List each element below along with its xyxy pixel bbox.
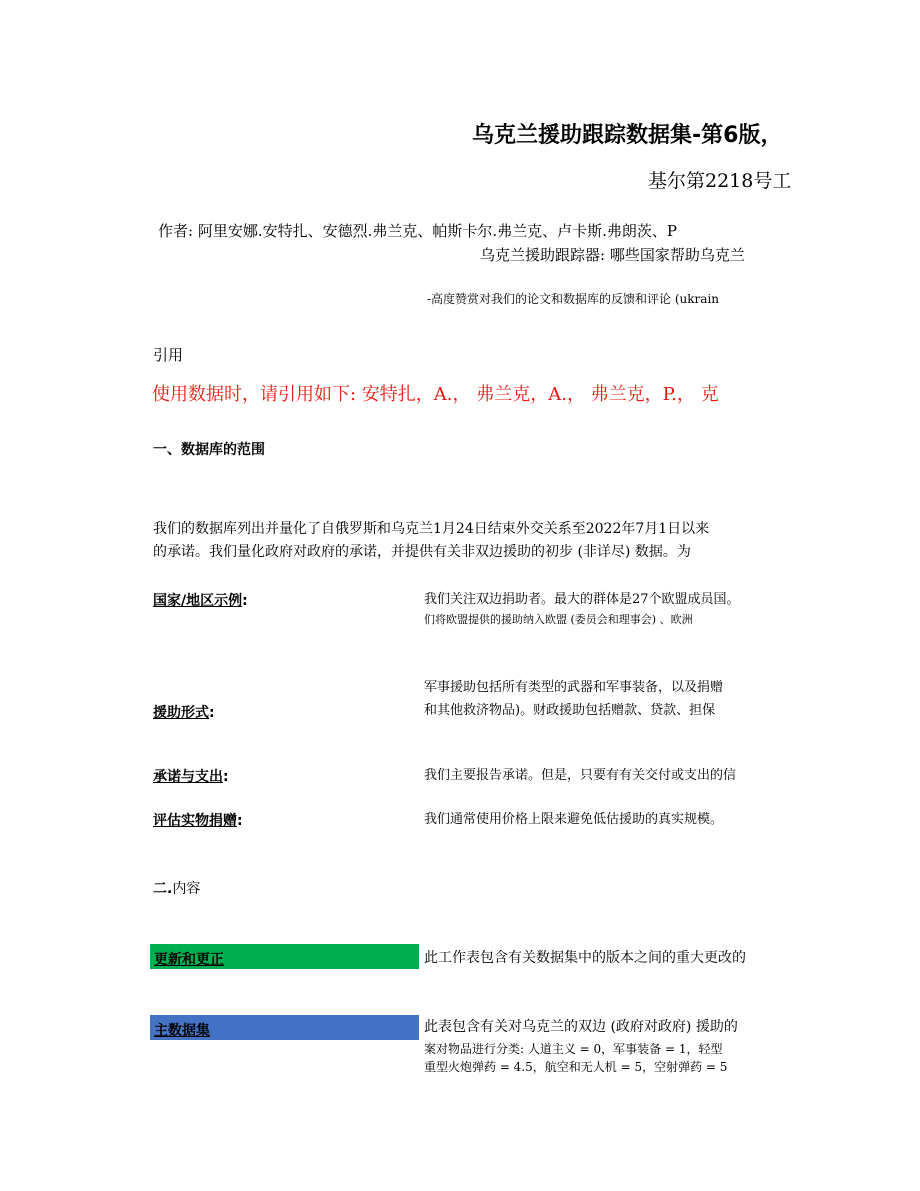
section-contents-heading: 二.内容 bbox=[153, 881, 201, 897]
sheet-link-main-dataset[interactable]: 主数据集 bbox=[150, 1015, 419, 1040]
label-countries: 国家/地区示例: bbox=[153, 593, 248, 609]
desc-countries: 我们关注双边捐助者。最大的群体是27个欧盟成员国。 们将欧盟提供的援助纳入欧盟 (委员会和理事会) 、欧洲 bbox=[424, 592, 740, 626]
section-scope-heading: 一、数据库的范围 bbox=[153, 442, 265, 458]
desc-updates: 此工作表包含有关数据集中的版本之间的重大更改的 bbox=[424, 950, 746, 966]
desc-commitments: 我们主要报告承诺。但是，只要有有关交付或支出的信 bbox=[424, 768, 737, 783]
document-title: 乌克兰援助跟踪数据集-第6版， bbox=[472, 123, 783, 148]
tracker-line: 乌克兰援助跟踪器: 哪些国家帮助乌克兰 bbox=[480, 246, 745, 264]
desc-in-kind: 我们通常使用价格上限来避免低估援助的真实规模。 bbox=[424, 812, 724, 827]
desc-aid-forms: 军事援助包括所有类型的武器和军事装备，以及捐赠 和其他救济物品)。财政援助包括赠款、贷款、担保 bbox=[424, 680, 724, 718]
sheet-link-updates[interactable]: 更新和更正 bbox=[150, 944, 419, 969]
desc-main-dataset: 此表包含有关对乌克兰的双边 (政府对政府) 援助的 案对物品进行分类: 人道主义 = 0，军事装备 = 1，轻型 重型火炮弹药 = 4.5，航空和无人机 = 5，空射弹药 = 5 bbox=[424, 1019, 738, 1074]
citation-heading: 引用 bbox=[153, 346, 184, 364]
authors-line: 作者: 阿里安娜.安特扎、安德烈.弗兰克、帕斯卡尔.弗兰克、卢卡斯.弗朗茨、P bbox=[158, 222, 677, 240]
label-aid-forms: 援助形式: bbox=[153, 705, 215, 721]
label-commitments: 承诺与支出: bbox=[153, 769, 229, 785]
citation-text: 使用数据时，请引用如下: 安特扎，A.， 弗兰克，A.， 弗兰克，P.， 克 bbox=[152, 384, 719, 405]
feedback-note: -高度赞赏对我们的论文和数据库的反馈和评论 (ukrain bbox=[427, 292, 720, 306]
document-subtitle: 基尔第2218号工 bbox=[648, 170, 792, 192]
label-in-kind: 评估实物捐赠: bbox=[153, 813, 243, 829]
scope-paragraph: 我们的数据库列出并量化了自俄罗斯和乌克兰1月24日结束外交关系至2022年7月1日以来 的承诺。我们量化政府对政府的承诺，并提供有关非双边援助的初步 (非详尽) 数据。为 bbox=[153, 521, 710, 560]
